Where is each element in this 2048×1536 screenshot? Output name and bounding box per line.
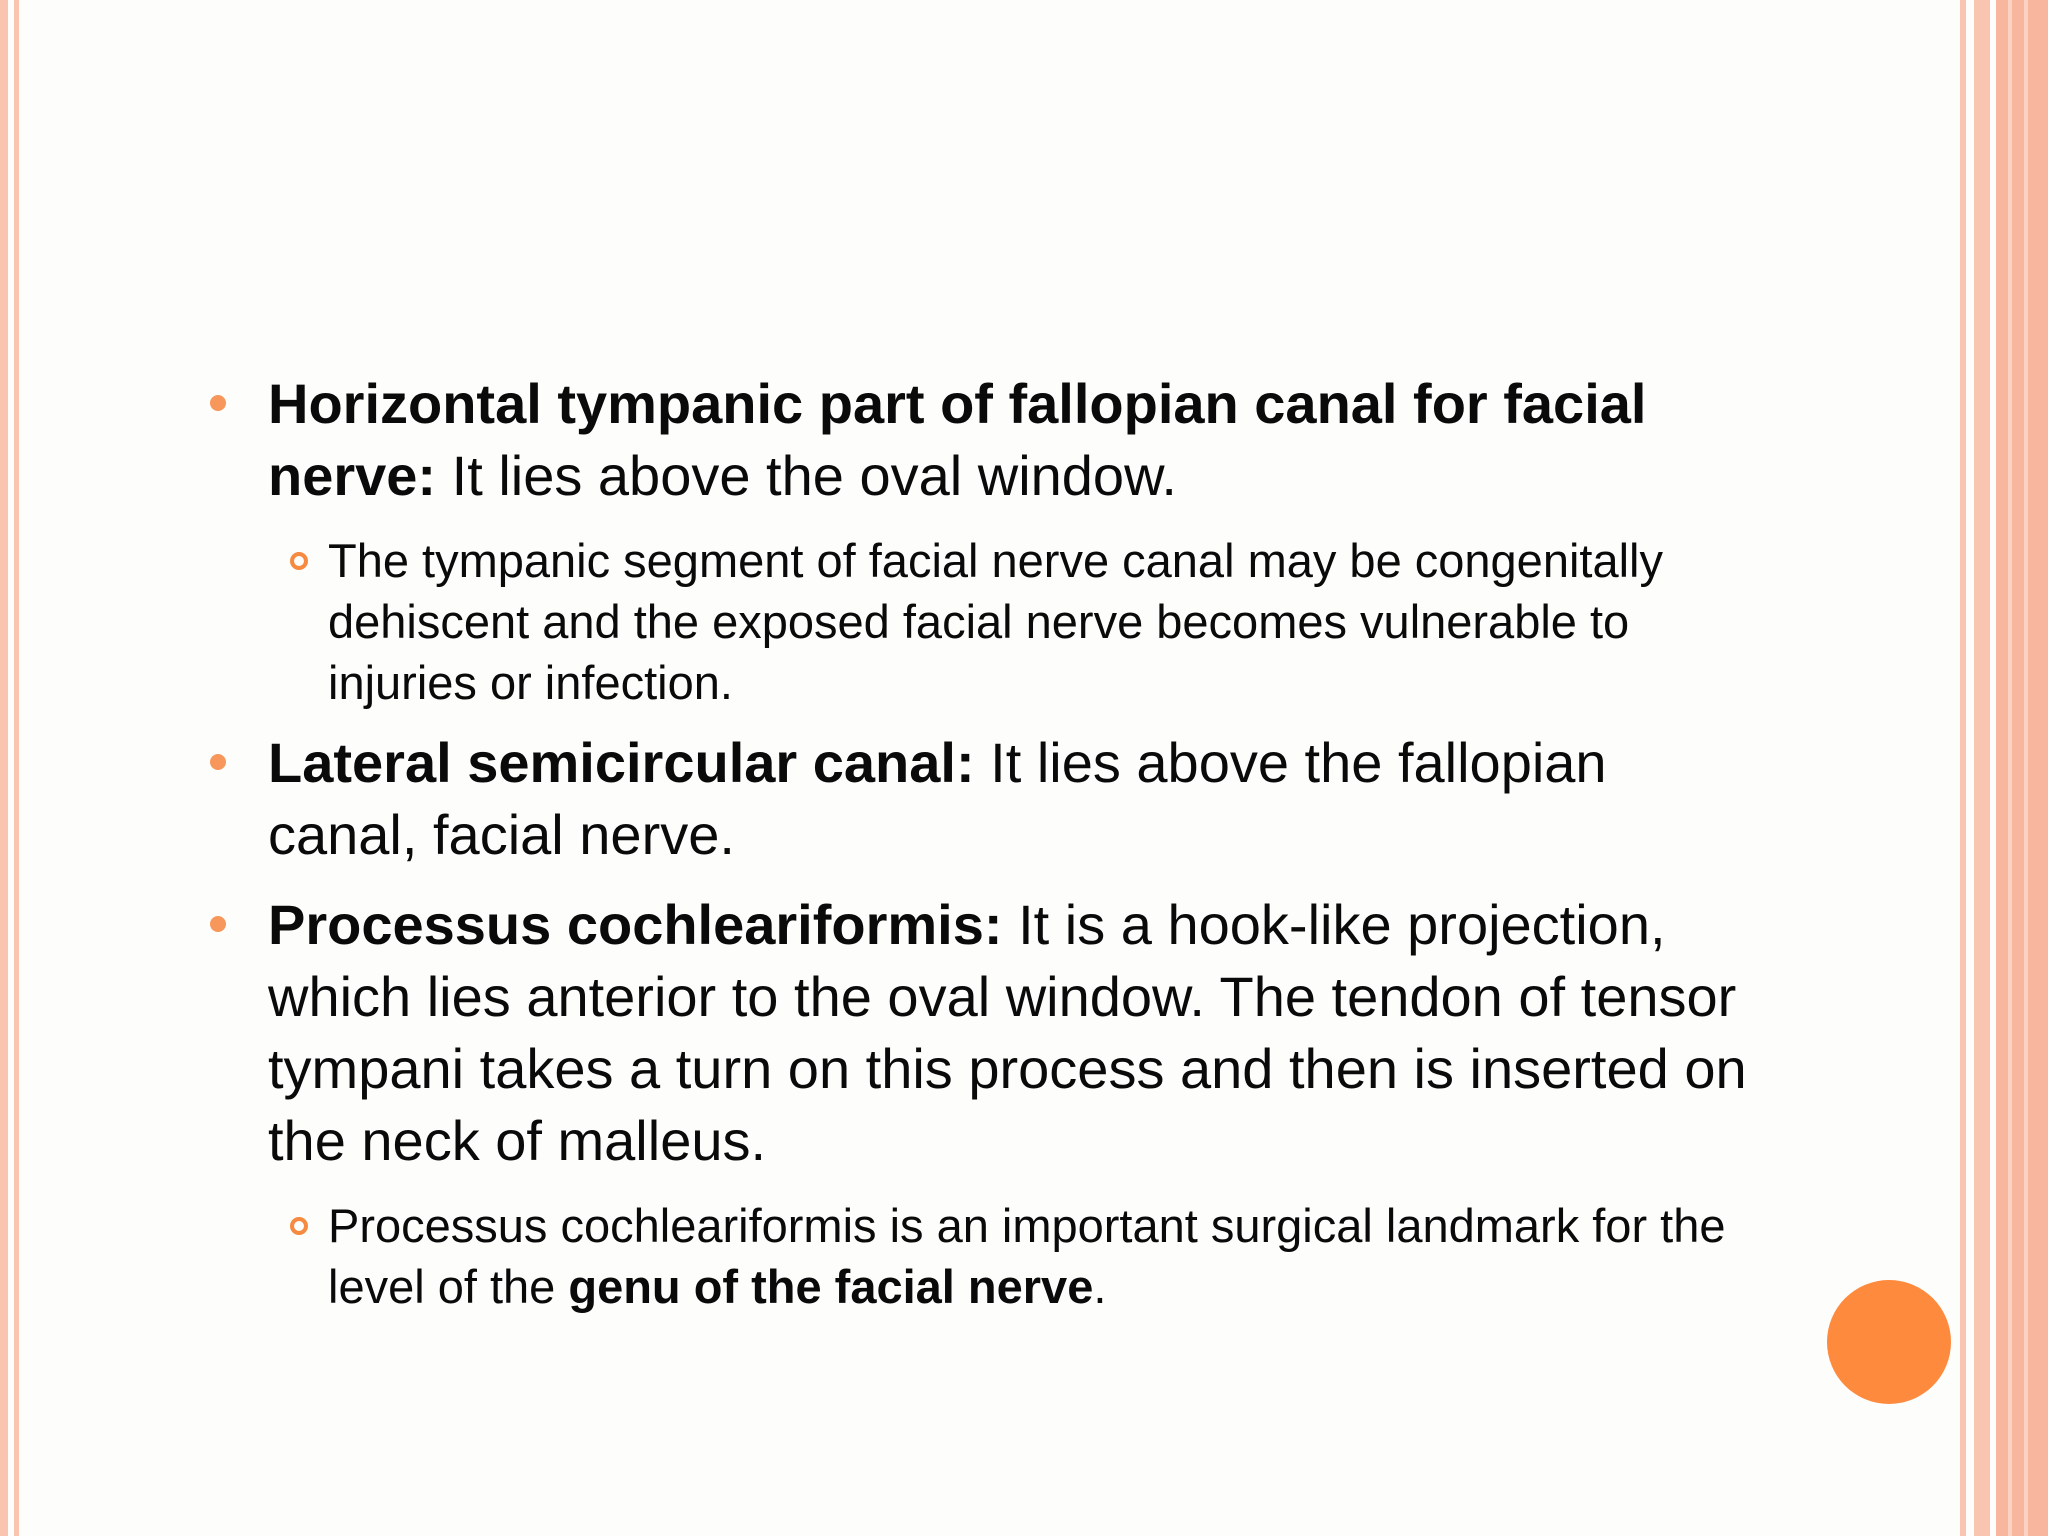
bullet-processus-cochleariformis (206, 889, 1766, 1177)
sub-bullet-end: . (1093, 1260, 1107, 1313)
bullet-lateral-semicircular-canal (206, 727, 1766, 871)
sub-bullet-ring-icon (290, 552, 308, 570)
bullet-text: It lies above the fallopian canal, facial nerve. (268, 731, 1607, 866)
bullet-dot-icon (210, 916, 226, 932)
right-band-line (2024, 0, 2028, 1536)
right-border-band (1996, 0, 2048, 1536)
orange-circle-decoration (1827, 1280, 1951, 1404)
sub-bullet-text: Processus cochleariformis is an important surgical landmark for the level of the (328, 1199, 1726, 1313)
bullet-dot-icon (210, 395, 226, 411)
sub-bullet-text: The tympanic segment of facial nerve canal may be congenitally dehiscent and the exposed facial nerve becomes vulnerable to injuries or infection. (328, 534, 1663, 709)
right-border-stripe-thin (1960, 0, 1966, 1536)
bullet-text: It lies above the oval window. (436, 444, 1177, 507)
right-border-stripe (1974, 0, 1990, 1536)
left-border-stripe-thin (14, 0, 19, 1536)
bullet-term: Lateral semicircular canal: (268, 731, 975, 794)
bullet-term: Horizontal tympanic part of fallopian canal for facial nerve: (268, 372, 1647, 507)
bullet-term: Processus cochleariformis: (268, 893, 1003, 956)
bullet-text: It is a hook-like projection, which lies anterior to the oval window. The tendon of tensor tympani takes a turn on this process and then is inserted on the neck of malleus. (268, 893, 1747, 1172)
sub-bullet-ring-icon (290, 1217, 308, 1235)
bullet-horizontal-tympanic-part (206, 368, 1766, 512)
sub-bullet-surgical-landmark (206, 1195, 1766, 1317)
sub-bullet-emphasis: genu of the facial nerve (568, 1260, 1094, 1313)
left-border-stripe (0, 0, 8, 1536)
slide-body (206, 368, 1766, 1335)
right-band-line (2008, 0, 2012, 1536)
bullet-dot-icon (210, 754, 226, 770)
sub-bullet-tympanic-segment (206, 530, 1766, 713)
